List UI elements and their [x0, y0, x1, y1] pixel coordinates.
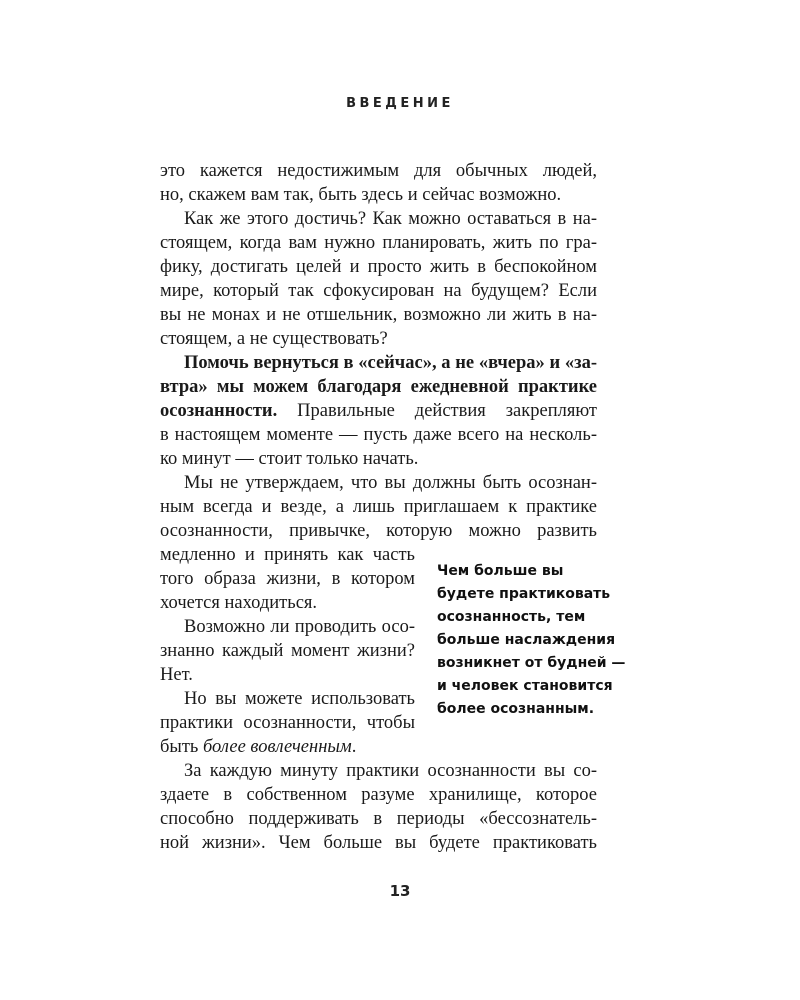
body-text-run: Правильные действия закрепляют [277, 401, 597, 421]
pull-quote-line: будете практиковать [437, 586, 611, 602]
body-text-line: ной жизни». Чем больше вы будете практиковать [160, 833, 597, 853]
bold-emphasis: втра» мы можем благодаря ежедневной практике [160, 377, 597, 397]
body-text-line: ко минут — стоит только начать. [160, 449, 419, 469]
body-text-line: Но вы можете использовать [184, 689, 415, 709]
body-text-line: стоящем, когда вам нужно планировать, жить по гра- [160, 233, 597, 253]
body-text-line: в настоящем моменте — пусть даже всего на несколь- [160, 425, 597, 445]
body-text-line: хочется находиться. [160, 593, 318, 613]
pull-quote [437, 560, 657, 721]
body-text-line: Мы не утверждаем, что вы должны быть осознан- [184, 473, 597, 493]
body-text-line: вы не монах и не отшельник, возможно ли жить в на- [160, 305, 597, 325]
body-text-run: . [351, 737, 357, 757]
page-number: 13 [389, 882, 411, 900]
body-text-line: стоящем, а не существовать? [160, 329, 388, 349]
body-text-line [160, 374, 597, 400]
body-text-line: того образа жизни, в котором [160, 569, 415, 589]
body-text-line: медленно и принять как часть [160, 545, 415, 565]
body-text-line: это кажется недостижимым для обычных людей, [160, 161, 597, 181]
body-text-line: знанно каждый момент жизни? [160, 641, 415, 661]
pull-quote-line: осознанность, тем [437, 609, 586, 625]
running-header: ВВЕДЕНИЕ [346, 96, 454, 111]
pull-quote-line: больше наслаждения [437, 632, 616, 648]
body-text-line: здаете в собственном разуме хранилище, которое [160, 785, 597, 805]
body-text-line [184, 350, 597, 376]
body-text-line: способно поддерживать в периоды «бессознатель- [160, 809, 597, 829]
body-text-line: ным всегда и везде, а лишь приглашаем к практике [160, 497, 597, 517]
body-text-line: фику, достигать целей и просто жить в беспокойном [160, 257, 597, 277]
body-text-line: Возможно ли проводить осо- [184, 617, 415, 637]
bold-emphasis: осознанности. [160, 401, 278, 421]
body-text-line: За каждую минуту практики осознанности вы со- [184, 761, 597, 781]
pull-quote-line: более осознанным. [437, 701, 595, 717]
pull-quote-line: и человек становится [437, 678, 613, 694]
body-text-line: мире, который так сфокусирован на будущем? Если [160, 281, 597, 301]
pull-quote-line: возникнет от будней — [437, 655, 626, 671]
body-text-line [160, 734, 415, 760]
body-text-line [160, 398, 597, 424]
body-text-line: Как же этого достичь? Как можно оставаться в на- [184, 209, 597, 229]
italic-emphasis: более вовлеченным [203, 737, 352, 757]
body-text-line: практики осознанности, чтобы [160, 713, 415, 733]
body-text-line: Нет. [160, 665, 193, 685]
pull-quote-line: Чем больше вы [437, 563, 564, 579]
body-text-line: осознанности, привычке, которую можно развить [160, 521, 597, 541]
body-text-line: но, скажем вам так, быть здесь и сейчас возможно. [160, 185, 562, 205]
body-text-run: быть [160, 737, 203, 757]
bold-emphasis: Помочь вернуться в «сейчас», а не «вчера» и «за- [184, 353, 597, 373]
